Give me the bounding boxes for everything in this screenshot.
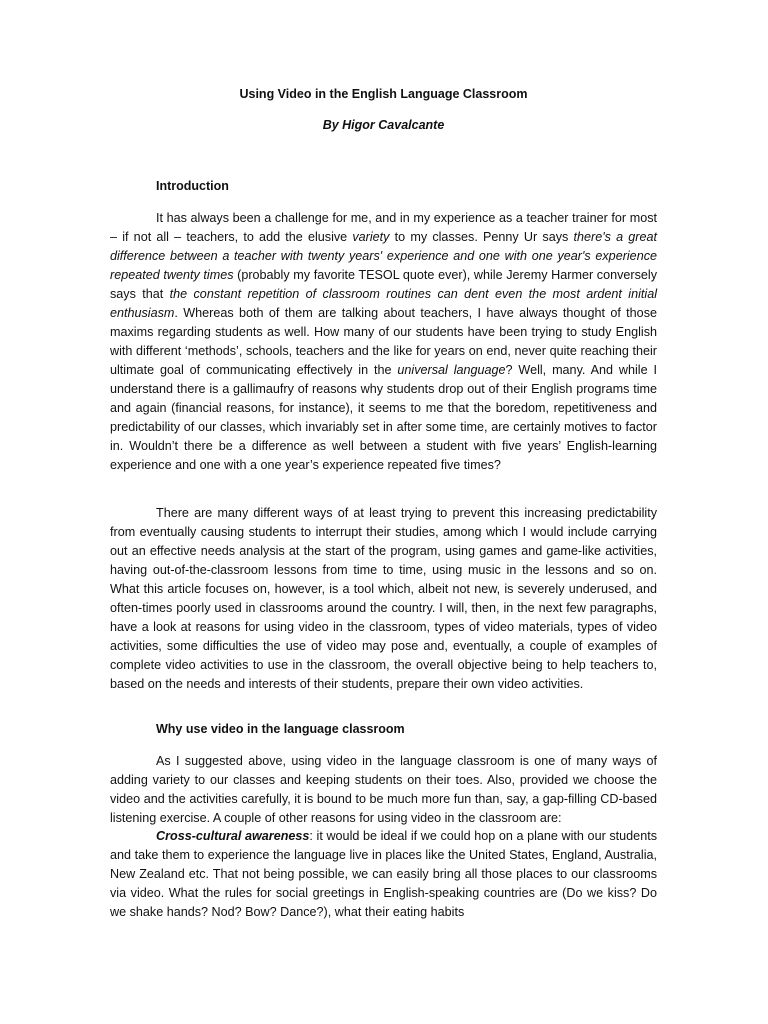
italic-span: universal language xyxy=(397,363,506,377)
paragraph-cross-cultural xyxy=(110,827,657,922)
text-span: : it would be ideal if we could hop on a plane with our students and take them to experience the language live in places like the United States, England, Australia, New Zealand etc. That not being possible, we can easily bring all those places to our classrooms via video. What the rules for social greetings in English-speaking countries are (Do we kiss? Do we shake hands? Nod? Bow? Dance?), what their eating habits xyxy=(110,829,657,919)
italic-quote-harmer: the constant repetition of classroom routines can dent even the most ardent initial enthusiasm xyxy=(110,287,657,320)
text-span: (probably my favorite TESOL quote ever), while Jeremy Harmer conversely says that xyxy=(110,268,658,301)
section-heading-introduction: Introduction xyxy=(156,179,229,193)
text-span: It has always been a challenge for me, and in my experience as a teacher trainer for most – if not all – teachers, to add the elusive xyxy=(110,211,657,244)
document-author: By Higor Cavalcante xyxy=(322,118,445,132)
section-heading-why-use-video: Why use video in the language classroom xyxy=(156,722,405,736)
text-span: . Whereas both of them are talking about teachers, I have always thought of those maxims regarding students as well. How many of our students have been trying to study English with different ‘methods’, schools, teachers and the like for years on end, never quite reaching their ultimate goal of communicating effectively in the xyxy=(110,306,657,377)
document-title: Using Video in the English Language Classroom xyxy=(239,87,528,101)
italic-span: variety xyxy=(352,230,390,244)
paragraph-why-1: As I suggested above, using video in the language classroom is one of many ways of adding variety to our classes and keeping students on their toes. Also, provided we choose the video and the activities carefully, it is bound to be much more fun than, say, a gap-filling CD-based listening exercise. A couple of other reasons for using video in the classroom are: xyxy=(110,754,657,825)
paragraph-introduction-2: There are many different ways of at least trying to prevent this increasing predictability from eventually causing students to interrupt their studies, among which I would include carrying out an effective needs analysis at the start of the program, using games and game-like activities, having out-of-the-classroom lessons from time to time, using music in the lessons and so on. What this article focuses on, however, is a tool which, albeit not new, is severely underused, and often-times poorly used in classrooms around the country. I will, then, in the next few paragraphs, have a look at reasons for using video in the classroom, types of video materials, types of video activities, some difficulties the use of video may pose and, eventually, a couple of examples of complete video activities to use in the classroom, the overall objective being to help teachers to, based on the needs and interests of their students, prepare their own video activities. xyxy=(110,506,657,691)
document-page xyxy=(110,0,657,1024)
italic-quote-ur: there's a great difference between a teacher with twenty years' experience and one with one year's experience repeated twenty times xyxy=(110,230,657,282)
text-span: ? Well, many. And while I understand there is a gallimaufry of reasons why students drop out of their English programs time and again (financial reasons, for instance), it seems to me that the boredom, repetitiveness and predictability of our classes, which invariably set in after some time, are certainly motives to factor in. Wouldn’t there be a difference as well between a student with five years’ English-learning experience and one with a one year’s experience repeated five times? xyxy=(110,363,657,472)
text-span: to my classes. Penny Ur says xyxy=(389,230,574,244)
paragraph-introduction-1 xyxy=(110,209,657,475)
bold-italic-term: Cross-cultural awareness xyxy=(156,829,310,843)
